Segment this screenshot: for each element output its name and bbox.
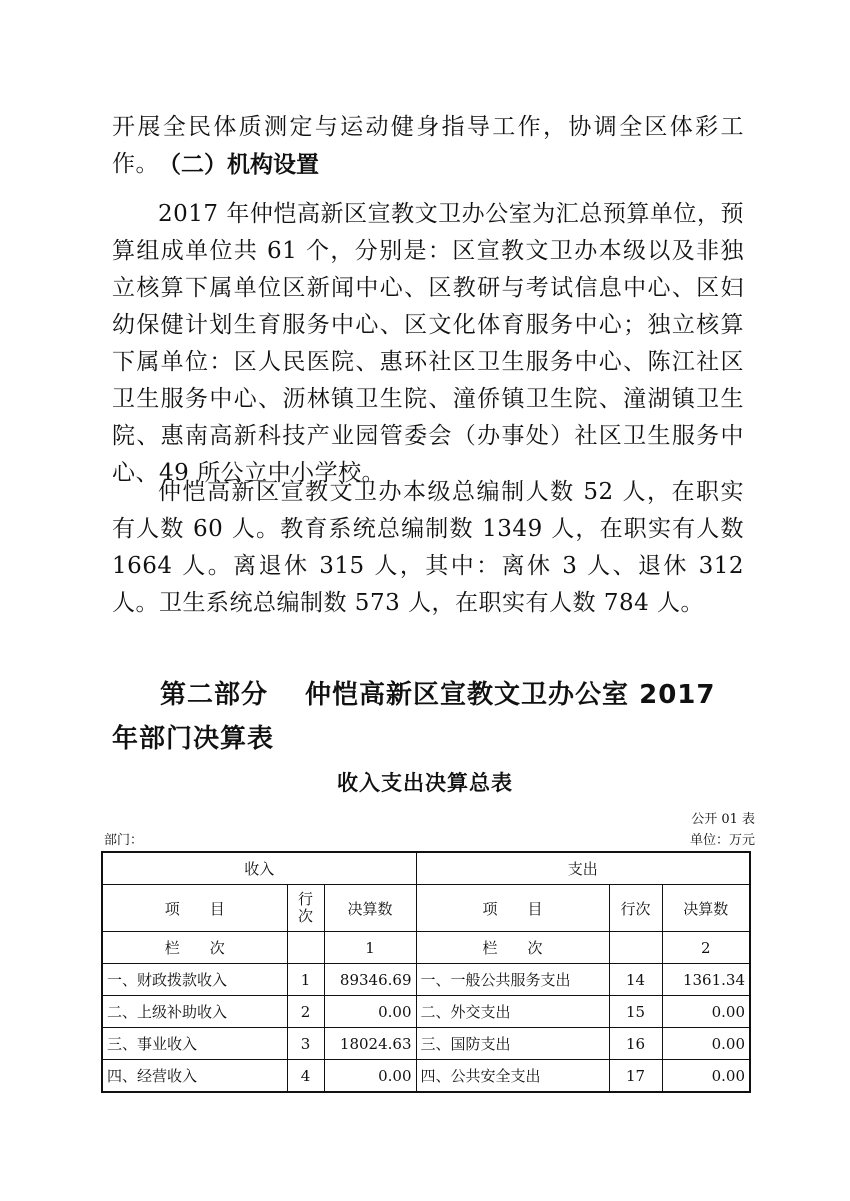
- expense-item: 一、一般公共服务支出: [416, 964, 609, 996]
- row-no-char-1: 行: [297, 890, 313, 908]
- income-header: 收入: [102, 852, 416, 885]
- expense-amount: 0.00: [662, 1028, 750, 1060]
- income-row-no: 4: [287, 1060, 324, 1093]
- income-item: 一、财政拨款收入: [102, 964, 287, 996]
- expense-column-label: 栏 次: [416, 932, 609, 964]
- expense-row-no: 15: [609, 996, 662, 1028]
- income-item: 四、经营收入: [102, 1060, 287, 1093]
- income-item: 二、上级补助收入: [102, 996, 287, 1028]
- table-number: 公开 01 表: [691, 812, 755, 827]
- section-heading: （二）机构设置: [158, 151, 319, 178]
- income-item-col: 项 目: [102, 885, 287, 932]
- table-row: [102, 964, 750, 996]
- unit-label: 单位：万元: [689, 833, 755, 848]
- income-row-no: 3: [287, 1028, 324, 1060]
- table-title: 收入支出决算总表: [337, 771, 513, 795]
- expense-row-no: 17: [609, 1060, 662, 1093]
- income-expense-table: [101, 851, 751, 1093]
- org-paragraph: 2017 年仲恺高新区宣教文卫办公室为汇总预算单位，预算组成单位共 61 个，分别是：区宣教文卫办本级以及非独立核算下属单位区新闻中心、区教研与考试信息中心、区妇幼保健计划生育服务中心、区文化体育服务中心；独立核算下属单位：区人民医院、惠环社区卫生服务中心、陈江社区卫生服务中心、沥林镇卫生院、潼侨镇卫生院、潼湖镇卫生院、惠南高新科技产业园管委会（办事处）社区卫生服务中心、49 所公立中小学校。: [112, 201, 744, 486]
- table-header-row: [102, 852, 750, 885]
- income-amount: 0.00: [324, 1060, 416, 1093]
- income-column-number: 1: [324, 932, 416, 964]
- expense-amount: 0.00: [662, 996, 750, 1028]
- income-row-no: 2: [287, 996, 324, 1028]
- staff-paragraph: 仲恺高新区宣教文卫办本级总编制人数 52 人，在职实有人数 60 人。教育系统总编制数 1349 人，在职实有人数 1664 人。离退休 315 人，其中：离休 3 人、退休 312 人。卫生系统总编制数 573 人，在职实有人数 784 人。: [112, 479, 744, 616]
- expense-item: 四、公共安全支出: [416, 1060, 609, 1093]
- expense-row-no-col: 行次: [609, 885, 662, 932]
- part-title: 第二部分 仲恺高新区宣教文卫办公室 2017 年部门决算表: [112, 680, 716, 754]
- expense-item: 二、外交支出: [416, 996, 609, 1028]
- income-amount-col: 决算数: [324, 885, 416, 932]
- expense-row-no: 16: [609, 1028, 662, 1060]
- department-label: 部门：: [104, 833, 144, 848]
- empty-cell: [609, 932, 662, 964]
- table-row: [102, 996, 750, 1028]
- table-row: [102, 1028, 750, 1060]
- income-row-no: 1: [287, 964, 324, 996]
- income-amount: 0.00: [324, 996, 416, 1028]
- column-header-row: [102, 885, 750, 932]
- expense-row-no: 14: [609, 964, 662, 996]
- intro-paragraph: 开展全民体质测定与运动健身指导工作，协调全区体彩工作。: [112, 114, 744, 177]
- income-amount: 18024.63: [324, 1028, 416, 1060]
- table-row: [102, 1060, 750, 1093]
- income-item: 三、事业收入: [102, 1028, 287, 1060]
- expense-amount: 0.00: [662, 1060, 750, 1093]
- expense-header: 支出: [416, 852, 750, 885]
- empty-cell: [287, 932, 324, 964]
- expense-item-col: 项 目: [416, 885, 609, 932]
- expense-item: 三、国防支出: [416, 1028, 609, 1060]
- row-no-char-2: 次: [297, 907, 313, 925]
- expense-amount-col: 决算数: [662, 885, 750, 932]
- expense-column-number: 2: [662, 932, 750, 964]
- column-number-row: [102, 932, 750, 964]
- income-row-no-col: [287, 885, 324, 932]
- expense-amount: 1361.34: [662, 964, 750, 996]
- income-column-label: 栏 次: [102, 932, 287, 964]
- income-amount: 89346.69: [324, 964, 416, 996]
